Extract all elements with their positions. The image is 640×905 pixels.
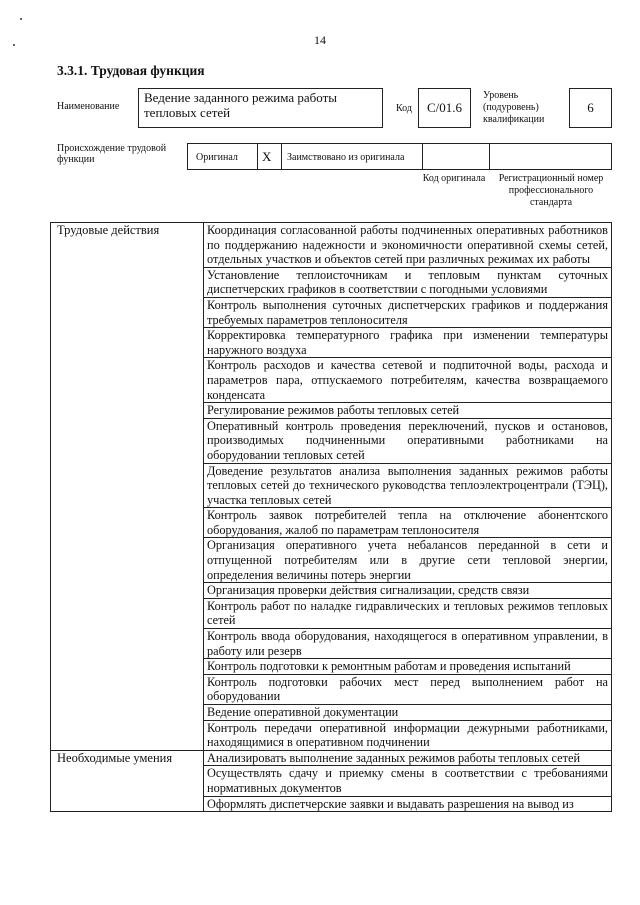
name-label: Наименование bbox=[57, 101, 120, 112]
skill-item: Анализировать выполнение заданных режимов работы тепловых сетей bbox=[204, 750, 612, 766]
level-box bbox=[569, 88, 612, 128]
labor-action-item: Регулирование режимов работы тепловых сетей bbox=[204, 403, 612, 419]
cell-divider bbox=[422, 144, 423, 169]
labor-action-item: Контроль работ по наладке гидравлических и тепловых режимов тепловых сетей bbox=[204, 598, 612, 628]
origin-row bbox=[187, 143, 612, 170]
code-box bbox=[418, 88, 471, 128]
cell-divider bbox=[489, 144, 490, 169]
labor-action-item: Контроль передачи оперативной информации дежурными работниками, находящимися в оперативном подчинении bbox=[204, 720, 612, 750]
labor-function-table bbox=[50, 222, 612, 812]
original-mark: X bbox=[262, 149, 272, 164]
labor-action-item: Координация согласованной работы подчиненных оперативных работников по поддержанию надежности и экономичности оперативной схемы сетей, отдельных участков и объектов сетей при различных режимах их работы bbox=[204, 223, 612, 268]
skill-item: Осуществлять сдачу и приемку смены в соответствии с требованиями нормативных документов bbox=[204, 766, 612, 796]
labor-actions-label: Трудовые действия bbox=[51, 223, 204, 751]
function-name-box bbox=[138, 88, 383, 128]
labor-action-item: Контроль заявок потребителей тепла на отключение абонентского оборудования, жалоб по параметрам теплоносителя bbox=[204, 508, 612, 538]
table-row bbox=[51, 750, 612, 766]
level-label: Уровень (подуровень) квалификации bbox=[483, 90, 545, 125]
labor-action-item: Корректировка температурного графика при изменении температуры наружного воздуха bbox=[204, 328, 612, 358]
labor-action-item: Контроль подготовки рабочих мест перед выполнением работ на оборудовании bbox=[204, 674, 612, 704]
page-number: 14 bbox=[314, 33, 326, 47]
labor-action-item: Контроль подготовки к ремонтным работам и проведения испытаний bbox=[204, 659, 612, 675]
cell-divider bbox=[281, 144, 282, 169]
labor-action-item: Установление теплоисточникам и тепловым пунктам суточных диспетчерских графиков в соответствии с погодными условиями bbox=[204, 267, 612, 297]
table-row bbox=[51, 223, 612, 268]
level-value: 6 bbox=[587, 100, 594, 115]
labor-action-item: Контроль выполнения суточных диспетчерских графиков и поддержания требуемых параметров теплоносителя bbox=[204, 297, 612, 327]
code-value: C/01.6 bbox=[426, 100, 463, 115]
borrowed-label: Заимствовано из оригинала bbox=[287, 152, 405, 163]
section-title: 3.3.1. Трудовая функция bbox=[57, 63, 205, 78]
code-caption: Код оригинала bbox=[422, 173, 486, 184]
labor-action-item: Контроль ввода оборудования, находящегося в оперативном управлении, в работу или резерв bbox=[204, 629, 612, 659]
labor-action-item: Организация оперативного учета небалансов переданной в сети и отпущенной потребителям или в другие сети тепловой энергии, определения величины потерь энергии bbox=[204, 538, 612, 583]
labor-action-item: Организация проверки действия сигнализации, средств связи bbox=[204, 583, 612, 599]
reg-caption: Регистрационный номер профессионального стандарта bbox=[498, 173, 604, 208]
labor-action-item: Ведение оперативной документации bbox=[204, 705, 612, 721]
origin-label: Происхождение трудовой функции bbox=[57, 143, 167, 165]
scan-speck bbox=[20, 18, 22, 20]
original-label: Оригинал bbox=[196, 152, 238, 163]
cell-divider bbox=[257, 144, 258, 169]
labor-action-item: Контроль расходов и качества сетевой и подпиточной воды, расхода и параметров пара, отпускаемого потребителям, качества возвращаемого конденсата bbox=[204, 358, 612, 403]
code-label: Код bbox=[396, 103, 412, 114]
skill-item: Оформлять диспетчерские заявки и выдавать разрешения на вывод из bbox=[204, 796, 612, 812]
required-skills-label: Необходимые умения bbox=[51, 750, 204, 811]
function-name-value: Ведение заданного режима работы тепловых сетей bbox=[144, 90, 338, 120]
labor-action-item: Доведение результатов анализа выполнения заданных режимов работы тепловых сетей до технического руководства теплоэлектроцентрали (ТЭЦ), участка тепловых сетей bbox=[204, 463, 612, 508]
labor-action-item: Оперативный контроль проведения переключений, пусков и остановов, производимых подчиненными оперативными работниками на оборудовании тепловых сетей bbox=[204, 418, 612, 463]
